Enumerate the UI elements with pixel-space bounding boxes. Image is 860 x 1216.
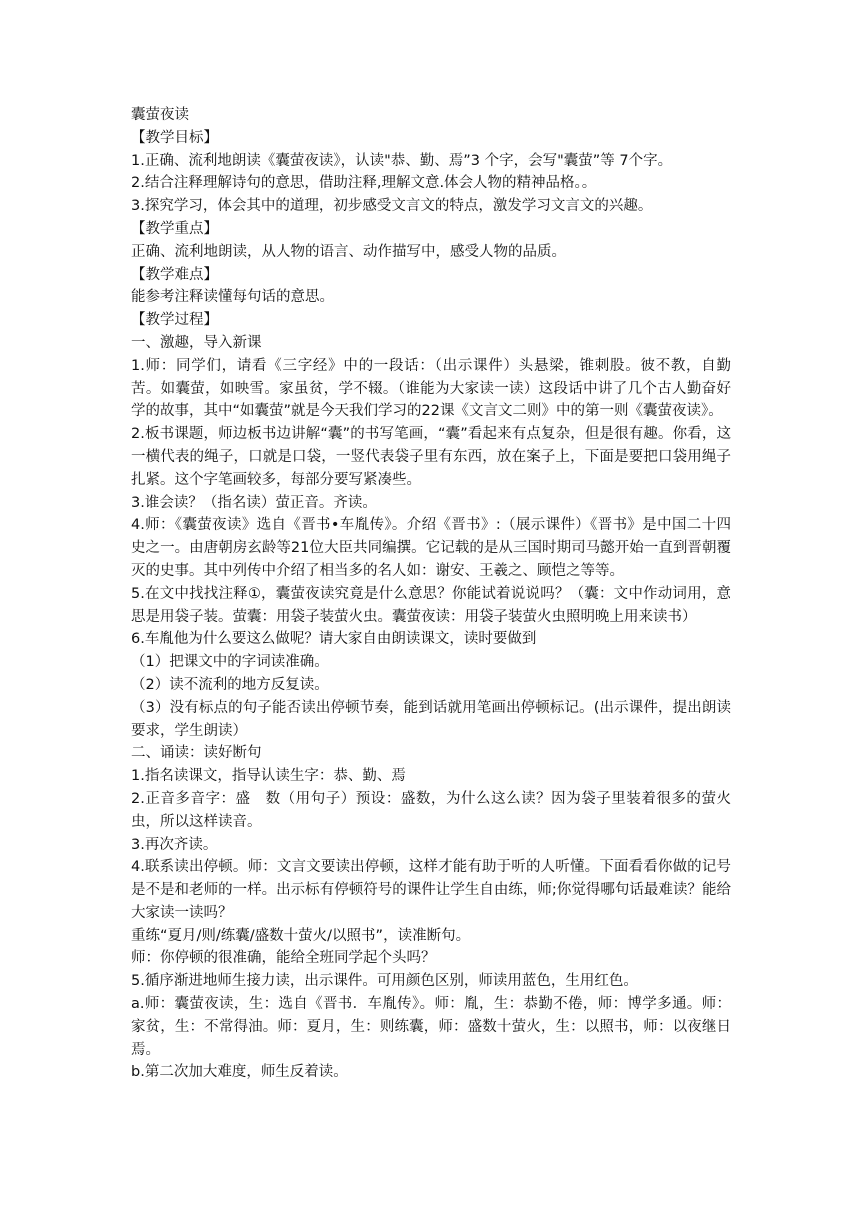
paragraph: 正确、流利地朗读，从人物的语言、动作描写中，感受人物的品质。 — [131, 243, 566, 260]
paragraph: 2.板书课题，师边板书边讲解“囊”的书写笔画，“囊”看起来有点复杂，但是很有趣。你看，这一横代表的绳子，口就是口袋，一竖代表袋子里有东西，放在案子上，下面是要把口袋用绳子扎紧。这个字笔画较多，每部分要写紧凑些。 — [131, 426, 731, 488]
list-item: （3）没有标点的句子能否读出停顿节奏，能到话就用笔画出停顿标记。(出示课件，提出朗读要求，学生朗读） — [131, 699, 731, 739]
subsection-heading: 二、诵读：读好断句 — [131, 745, 262, 762]
list-item: （1）把课文中的字词读准确。 — [131, 654, 329, 671]
paragraph: 4.师：《囊萤夜读》选自《晋书•车胤传》。介绍《晋书》:（展示课件）《晋书》是中国二十四史之一。由唐朝房玄龄等21位大臣共同编撰。它记载的是从三国时期司马懿开始一直到晋朝覆灭的史事。其中列传中介绍了相当多的名人如：谢安、王羲之、顾恺之等等。 — [131, 517, 731, 579]
paragraph: a.师：囊萤夜读，生：选自《晋书．车胤传》。师：胤，生：恭勤不倦，师：博学多通。师：家贫，生：不常得油。师：夏月，生：则练囊，师：盛数十萤火，生：以照书，师：以夜继日焉。 — [131, 996, 731, 1058]
paragraph: 能参考注释读懂每句话的意思。 — [131, 289, 334, 306]
paragraph: 2.结合注释理解诗句的意思，借助注释,理解文意.体会人物的精神品格。。 — [131, 175, 597, 192]
document-title: 囊萤夜读 — [131, 107, 189, 123]
paragraph: 4.联系读出停顿。师：文言文要读出停顿，这样才能有助于听的人听懂。下面看看你做的记号是不是和老师的一样。出示标有停顿符号的课件让学生自由练，师;你觉得哪句话最难读？能给大家读一读吗？ — [131, 859, 731, 921]
section-heading-process: 【教学过程】 — [131, 312, 218, 329]
paragraph: 重练“夏月/则/练囊/盛数十萤火/以照书”，读准断句。 — [131, 927, 471, 944]
section-heading-difficulties: 【教学难点】 — [131, 266, 218, 283]
paragraph: 师：你停顿的很准确，能给全班同学起个头吗？ — [131, 950, 436, 967]
paragraph: 1.正确、流利地朗读《囊萤夜读》，认读"恭、勤、焉”3 个字，会写"囊萤”等 7个字。 — [131, 152, 673, 169]
list-item: （2）读不流利的地方反复读。 — [131, 676, 329, 693]
paragraph: 1.指名读课文，指导认读生字：恭、勤、焉 — [131, 768, 406, 785]
paragraph: 3.探究学习，体会其中的道理，初步感受文言文的特点，激发学习文言文的兴趣。 — [131, 198, 653, 215]
paragraph: 5.循序渐进地师生接力读，出示课件。可用颜色区别，师读用蓝色，生用红色。 — [131, 973, 638, 990]
paragraph: b.第二次加大难度，师生反着读。 — [131, 1064, 348, 1081]
paragraph: 6.车胤他为什么要这么做呢？请大家自由朗读课文，读时要做到 — [131, 631, 537, 648]
section-heading-key-points: 【教学重点】 — [131, 220, 218, 237]
paragraph: 2.正音多音字：盛 数（用句子）预设：盛数，为什么这么读？因为袋子里装着很多的萤火虫，所以这样读音。 — [131, 790, 731, 830]
paragraph: 3.再次齐读。 — [131, 836, 218, 853]
paragraph: 5.在文中找找注释①，囊萤夜读究竟是什么意思？你能试着说说吗？（囊：文中作动词用，意思是用袋子装。萤囊：用袋子装萤火虫。囊萤夜读：用袋子装萤火虫照明晚上用来读书） — [131, 585, 731, 625]
subsection-heading: 一、激趣，导入新课 — [131, 334, 262, 351]
paragraph: 3.谁会读？（指名读）萤正音。齐读。 — [131, 494, 377, 511]
paragraph: 1.师：同学们，请看《三字经》中的一段话：（出示课件）头悬梁，锥刺股。彼不教，自勤苦。如囊萤，如映雪。家虽贫，学不辍。（谁能为大家读一读）这段话中讲了几个古人勤奋好学的故事，其中“如囊萤”就是今天我们学习的22课《文言文二则》中的第一则《囊萤夜读》。 — [131, 357, 731, 420]
lesson-plan-document — [131, 104, 731, 1084]
section-heading-objectives: 【教学目标】 — [131, 129, 218, 146]
